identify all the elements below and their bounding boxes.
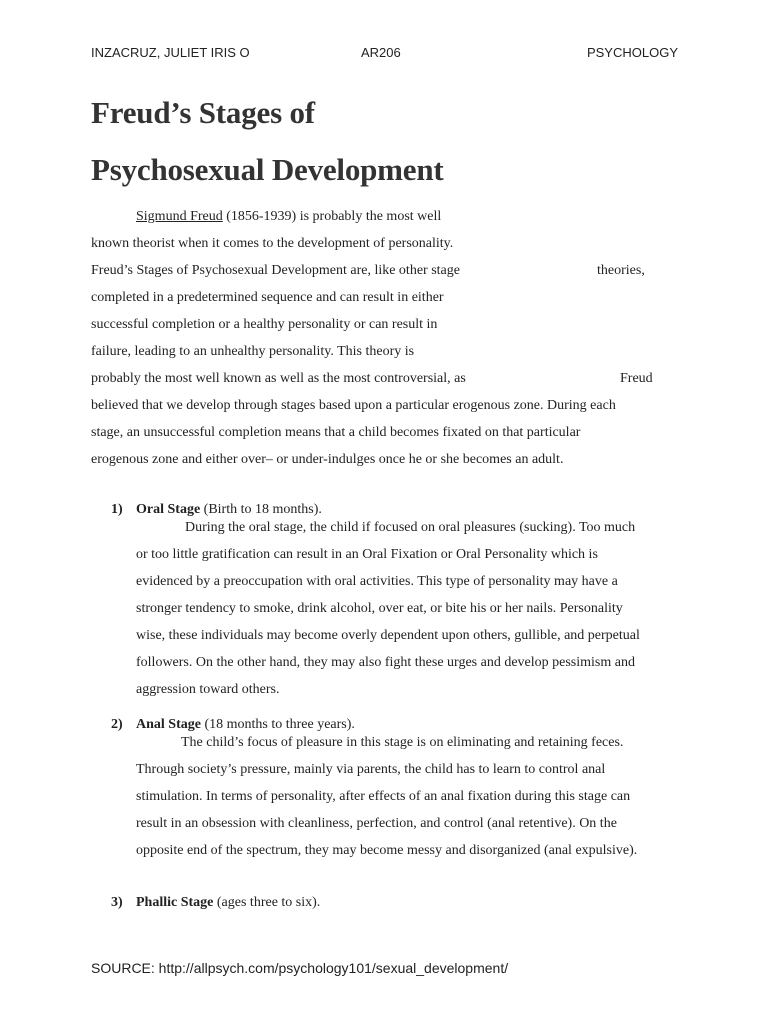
student-name: INZACRUZ, JULIET IRIS O (91, 45, 250, 60)
intro-line: Sigmund Freud (1856-1939) is probably the most well (136, 209, 442, 224)
intro-line: known theorist when it comes to the development of personality. (91, 236, 454, 251)
stage-number: 2) (111, 717, 123, 732)
stage-name: Oral Stage (136, 502, 201, 517)
stage-line: wise, these individuals may become overly dependent upon others, gullible, and perpetual (136, 628, 640, 643)
stage-line: opposite end of the spectrum, they may become messy and disorganized (anal expulsive). (136, 843, 638, 858)
stage-line: followers. On the other hand, they may also fight these urges and develop pessimism and (136, 655, 635, 670)
intro-line: failure, leading to an unhealthy personality. This theory is (91, 344, 415, 359)
source-citation: SOURCE: http://allpsych.com/psychology101/sexual_development/ (91, 960, 509, 976)
stage-number: 3) (111, 895, 123, 910)
intro-line: probably the most well known as well as the most controversial, as (91, 371, 466, 386)
stage-heading (136, 717, 355, 733)
subject-label: PSYCHOLOGY (586, 45, 678, 60)
stage-name: Anal Stage (136, 717, 201, 732)
stage-range: (ages three to six). (213, 895, 321, 910)
intro-line: Freud’s Stages of Psychosexual Development are, like other stage (91, 263, 460, 278)
intro-right-word: theories, (597, 263, 645, 278)
stage-line: aggression toward others. (136, 682, 280, 697)
stage-range: (Birth to 18 months). (200, 502, 322, 517)
stage-line: During the oral stage, the child if focused on oral pleasures (sucking). Too much (185, 520, 636, 535)
stage-number: 1) (111, 502, 123, 517)
stage-name: Phallic Stage (136, 895, 214, 910)
stage-range: (18 months to three years). (200, 717, 355, 732)
page-title-line-2: Psychosexual Development (91, 152, 444, 187)
page-header (91, 45, 678, 65)
stage-line: stimulation. In terms of personality, after effects of an anal fixation during this stage can (136, 789, 631, 804)
course-code: AR206 (361, 45, 401, 60)
stage-heading (136, 895, 320, 911)
intro-line: erogenous zone and either over– or under-indulges once he or she becomes an adult. (91, 452, 564, 467)
page-title-line-1: Freud’s Stages of (91, 95, 315, 130)
intro-right-word: Freud (620, 371, 653, 386)
stage-line: result in an obsession with cleanliness, perfection, and control (anal retentive). On the (136, 816, 617, 831)
intro-line: stage, an unsuccessful completion means that a child becomes fixated on that particular (91, 425, 581, 440)
stage-heading (136, 502, 322, 518)
intro-line: believed that we develop through stages based upon a particular erogenous zone. During each (91, 398, 616, 413)
sigmund-freud-link[interactable]: Sigmund Freud (136, 209, 223, 224)
stage-line: The child’s focus of pleasure in this stage is on eliminating and retaining feces. (181, 735, 624, 750)
intro-line: successful completion or a healthy personality or can result in (91, 317, 438, 332)
stage-line: stronger tendency to smoke, drink alcohol, over eat, or bite his or her nails. Personality (136, 601, 623, 616)
stage-line: or too little gratification can result in an Oral Fixation or Oral Personality which is (136, 547, 598, 562)
stage-line: evidenced by a preoccupation with oral activities. This type of personality may have a (136, 574, 618, 589)
stage-line: Through society’s pressure, mainly via parents, the child has to learn to control anal (136, 762, 606, 777)
intro-line: completed in a predetermined sequence and can result in either (91, 290, 444, 305)
